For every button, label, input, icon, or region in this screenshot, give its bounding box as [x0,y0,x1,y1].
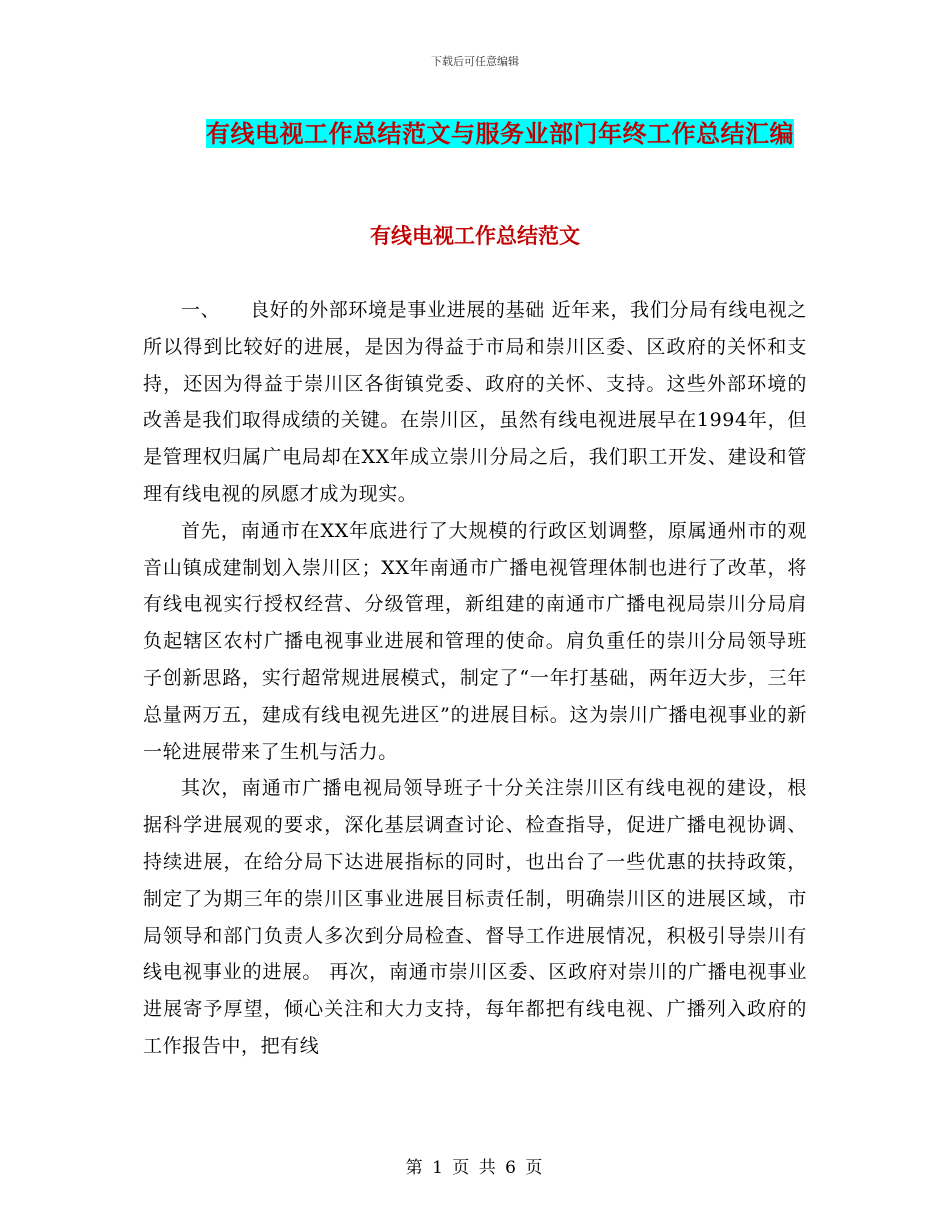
paragraph-2: 首先，南通市在XX年底进行了大规模的行政区划调整，原属通州市的观音山镇成建制划入崇川区；XX年南通市广播电视管理体制也进行了改革，将有线电视实行授权经营、分级管理，新组建的南通市广播电视局崇川分局肩负起辖区农村广播电视事业进展和管理的使命。肩负重任的崇川分局领导班子创新思路，实行超常规进展模式，制定了“一年打基础，两年迈大步，三年总量两万五，建成有线电视先进区”的进展目标。这为崇川广播电视事业的新一轮进展带来了生机与活力。 [143,519,807,763]
document-title [150,112,850,156]
paragraph-3: 其次，南通市广播电视局领导班子十分关注崇川区有线电视的建设，根据科学进展观的要求，深化基层调查讨论、检查指导，促进广播电视协调、持续进展，在给分局下达进展指标的同时，也出台了一些优惠的扶持政策，制定了为期三年的崇川区事业进展目标责任制，明确崇川区的进展区域，市局领导和部门负责人多次到分局检查、督导工作进展情况，积极引导崇川有线电视事业的进展。 再次，南通市崇川区委、区政府对崇川的广播电视事业进展寄予厚望，倾心关注和大力支持，每年都把有线电视、广播列入政府的工作报告中，把有线 [143,777,807,1057]
section-title: 有线电视工作总结范文 [370,223,580,248]
page-number-footer: 第 1 页 共 6 页 [405,1158,545,1178]
paragraph-1: 一、 良好的外部环境是事业进展的基础 近年来，我们分局有线电视之所以得到比较好的进展，是因为得益于市局和崇川区委、区政府的关怀和支持，还因为得益于崇川区各街镇党委、政府的关怀、支持。这些外部环境的改善是我们取得成绩的关键。在崇川区，虽然有线电视进展早在1994年，但是管理权归属广电局却在XX年成立崇川分局之后，我们职工开发、建设和管理有线电视的夙愿才成为现实。 [143,299,807,505]
document-body [143,292,807,1065]
header-note: 下载后可任意编辑 [431,55,519,68]
document-title-text: 有线电视工作总结范文与服务业部门年终工作总结汇编 [206,119,794,148]
